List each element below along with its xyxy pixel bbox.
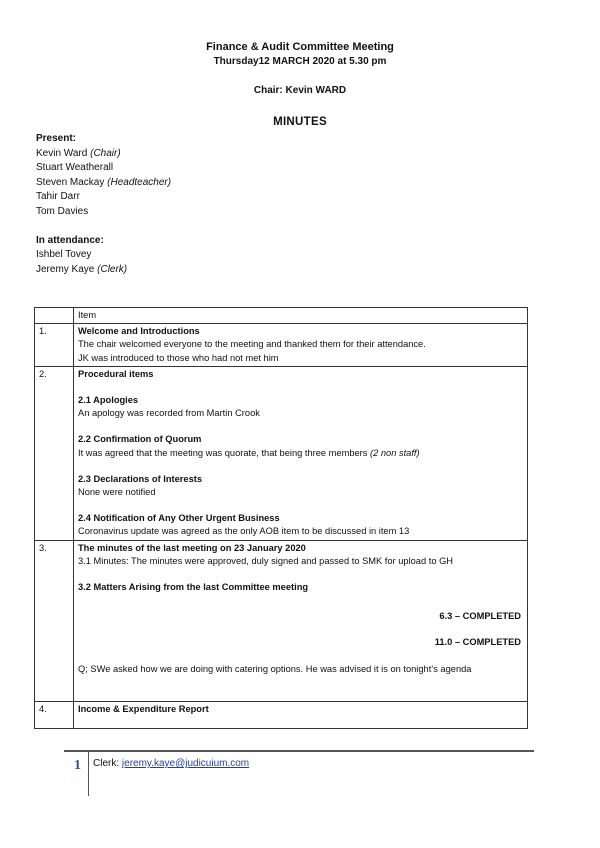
completed-status: 11.0 – COMPLETED <box>434 637 521 648</box>
table-row <box>35 324 528 367</box>
item-text: The chair welcomed everyone to the meeting and thanked them for their attendance. <box>78 339 426 350</box>
table-header-row <box>35 308 528 324</box>
item-title: The minutes of the last meeting on 23 January 2020 <box>78 542 306 553</box>
meeting-chair: Chair: Kevin WARD <box>253 85 347 96</box>
item-text: JK was introduced to those who had not met him <box>78 352 279 363</box>
item-number: 2. <box>35 366 74 540</box>
item-number: 1. <box>35 324 74 367</box>
attendance-person: Ishbel Tovey <box>36 249 92 261</box>
agenda-table <box>34 307 528 729</box>
subitem <box>78 512 523 538</box>
subitem-title: 2.4 Notification of Any Other Urgent Business <box>78 513 280 524</box>
subitem <box>78 473 523 499</box>
item-title: Welcome and Introductions <box>78 326 200 337</box>
column-header-item: Item <box>74 308 528 324</box>
subitem <box>78 394 523 420</box>
footer-clerk <box>93 757 249 770</box>
completed-status: 6.3 – COMPLETED <box>439 611 521 622</box>
subitem-title: 2.1 Apologies <box>78 395 139 406</box>
table-row <box>35 366 528 540</box>
table-row <box>35 701 528 728</box>
attendance-person: Jeremy Kaye (Clerk) <box>36 263 128 275</box>
meeting-date: Thursday12 MARCH 2020 at 5.30 pm <box>213 55 387 67</box>
footer-divider <box>64 750 534 752</box>
page-number: 1 <box>74 758 81 773</box>
subitem-title: 2.3 Declarations of Interests <box>78 473 203 484</box>
present-heading: Present: <box>36 133 77 144</box>
subitem-text: It was agreed that the meeting was quorate, that being three members (2 non staff) <box>78 447 420 458</box>
item-title: Procedural items <box>78 368 154 379</box>
clerk-email-link[interactable]: jeremy.kaye@judicuium.com <box>121 758 250 769</box>
clerk-label: Clerk: <box>93 758 120 769</box>
meeting-title: Finance & Audit Committee Meeting <box>206 41 394 53</box>
attendees-section <box>36 132 171 277</box>
subitem-note: (2 non staff) <box>370 447 420 458</box>
item-number: 4. <box>35 701 74 728</box>
attendance-heading: In attendance: <box>36 234 104 246</box>
present-person: Tom Davies <box>36 205 89 217</box>
item-title: Income & Expenditure Report <box>78 703 209 714</box>
subitem <box>78 433 523 459</box>
subitem-text: None were notified <box>78 487 156 498</box>
minutes-heading: MINUTES <box>273 116 327 128</box>
subitem-text: Coronavirus update was agreed as the only AOB item to be discussed in item 13 <box>78 526 410 537</box>
subitem <box>78 581 523 594</box>
table-row <box>35 540 528 701</box>
item-question: Q; SWe asked how we are doing with catering options. He was advised it is on tonight’s agenda <box>78 663 472 674</box>
item-text: 3.1 Minutes: The minutes were approved, duly signed and passed to SMK for upload to GH <box>78 555 454 566</box>
present-person: Tahir Darr <box>36 191 80 203</box>
subitem-title: 2.2 Confirmation of Quorum <box>78 434 202 445</box>
footer-vertical-divider <box>88 752 89 796</box>
item-number: 3. <box>35 540 74 701</box>
present-person: Kevin Ward (Chair) <box>36 147 121 159</box>
present-person: Steven Mackay (Headteacher) <box>36 176 172 188</box>
subitem-text: An apology was recorded from Martin Crook <box>78 408 260 419</box>
document-header <box>0 40 600 68</box>
present-person: Stuart Weatherall <box>36 162 114 174</box>
subitem-title: 3.2 Matters Arising from the last Committee meeting <box>78 582 309 593</box>
